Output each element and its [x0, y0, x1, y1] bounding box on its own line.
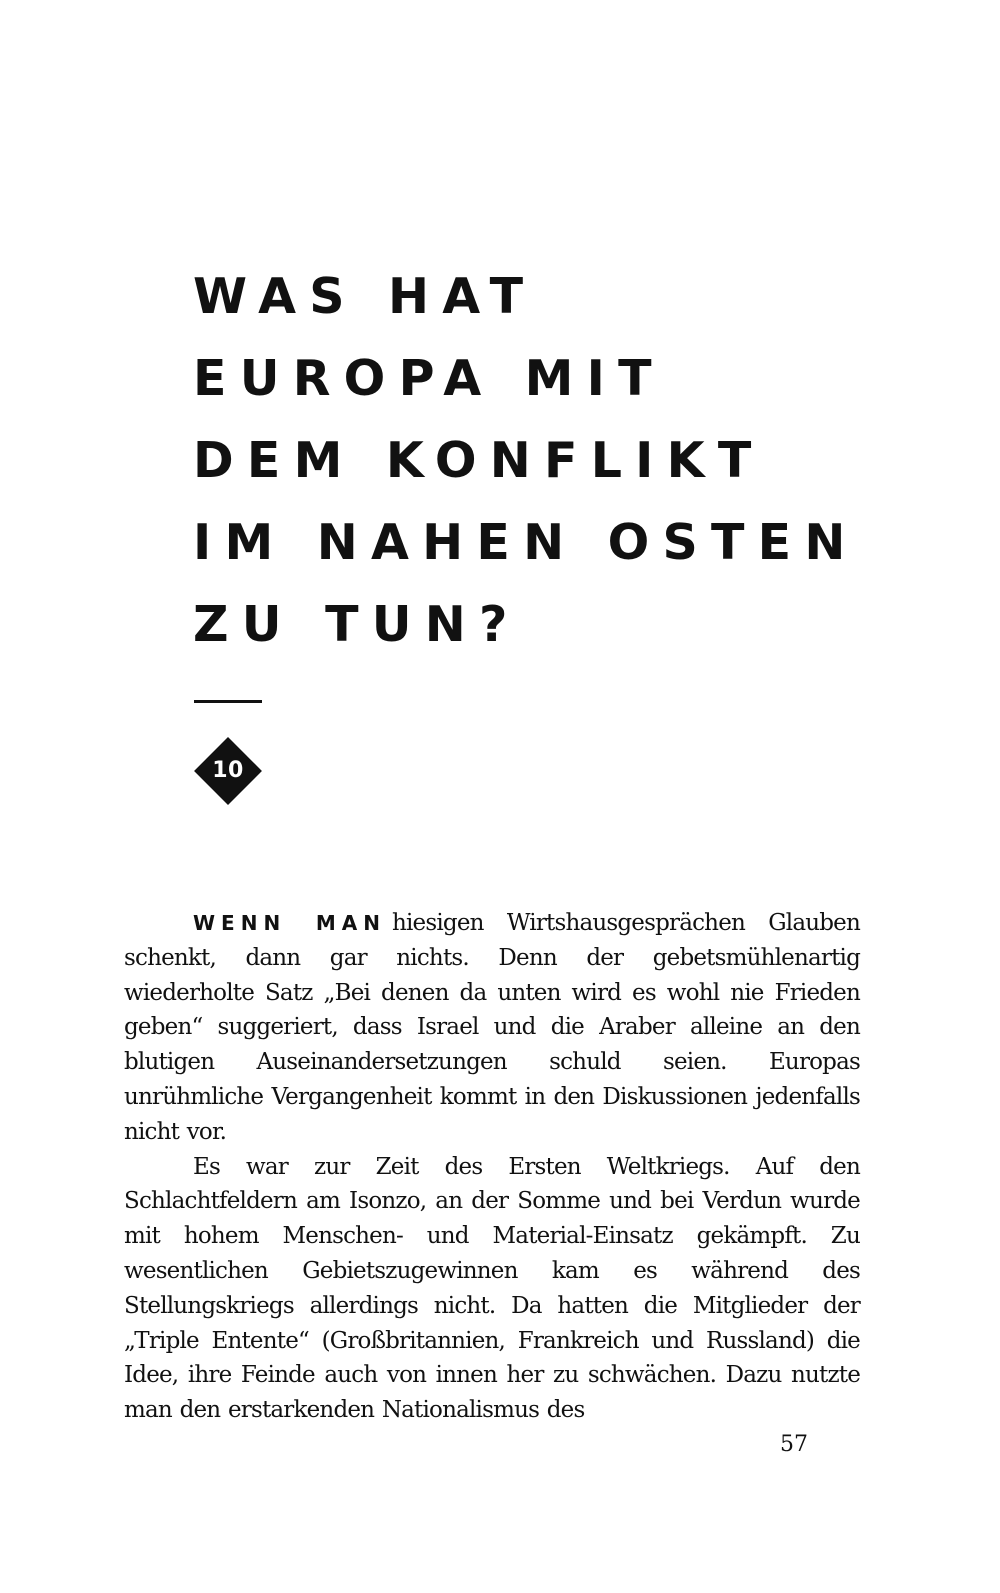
chapter-title-line: DEM KONFLIKT	[193, 432, 765, 489]
chapter-number: 10	[212, 758, 244, 783]
page-number: 57	[780, 1432, 808, 1457]
chapter-title	[193, 256, 859, 666]
paragraph: Es war zur Zeit des Ersten Weltkriegs. Auf den Schlachtfeldern am Isonzo, an der Somme und bei Verdun wurde mit hohem Menschen- und Material-Einsatz gekämpft. Zu wesentlichen Gebietszugewinnen kam es während des Stellungskriegs allerdings nicht. Da hatten die Mitglieder der „Triple Entente“ (Großbritannien, Frankreich und Russland) die Idee, ihre Feinde auch von innen her zu schwächen. Dazu nutzte man den erstarkenden Nationalismus des	[124, 1153, 860, 1424]
chapter-number-badge	[194, 737, 262, 805]
body-text	[124, 906, 860, 1428]
chapter-title-line: ZU TUN?	[193, 596, 521, 653]
paragraph-text: hiesigen Wirtshausgesprächen Glauben schenkt, dann gar nichts. Denn der gebetsmühlenartig wiederholte Satz „Bei denen da unten wird es wohl nie Frieden geben“ suggeriert, dass Israel und die Araber alleine an den blutigen Auseinandersetzungen schuld seien. Europas unrühmliche Vergangenheit kommt in den Diskussionen jedenfalls nicht vor.	[124, 910, 860, 1145]
paragraph	[124, 906, 860, 1150]
title-divider	[194, 700, 262, 703]
chapter-title-line: IM NAHEN OSTEN	[193, 514, 859, 571]
chapter-title-line: WAS HAT	[193, 268, 537, 325]
chapter-title-line: EUROPA MIT	[193, 350, 665, 407]
lead-in: WENN MAN	[193, 911, 386, 935]
